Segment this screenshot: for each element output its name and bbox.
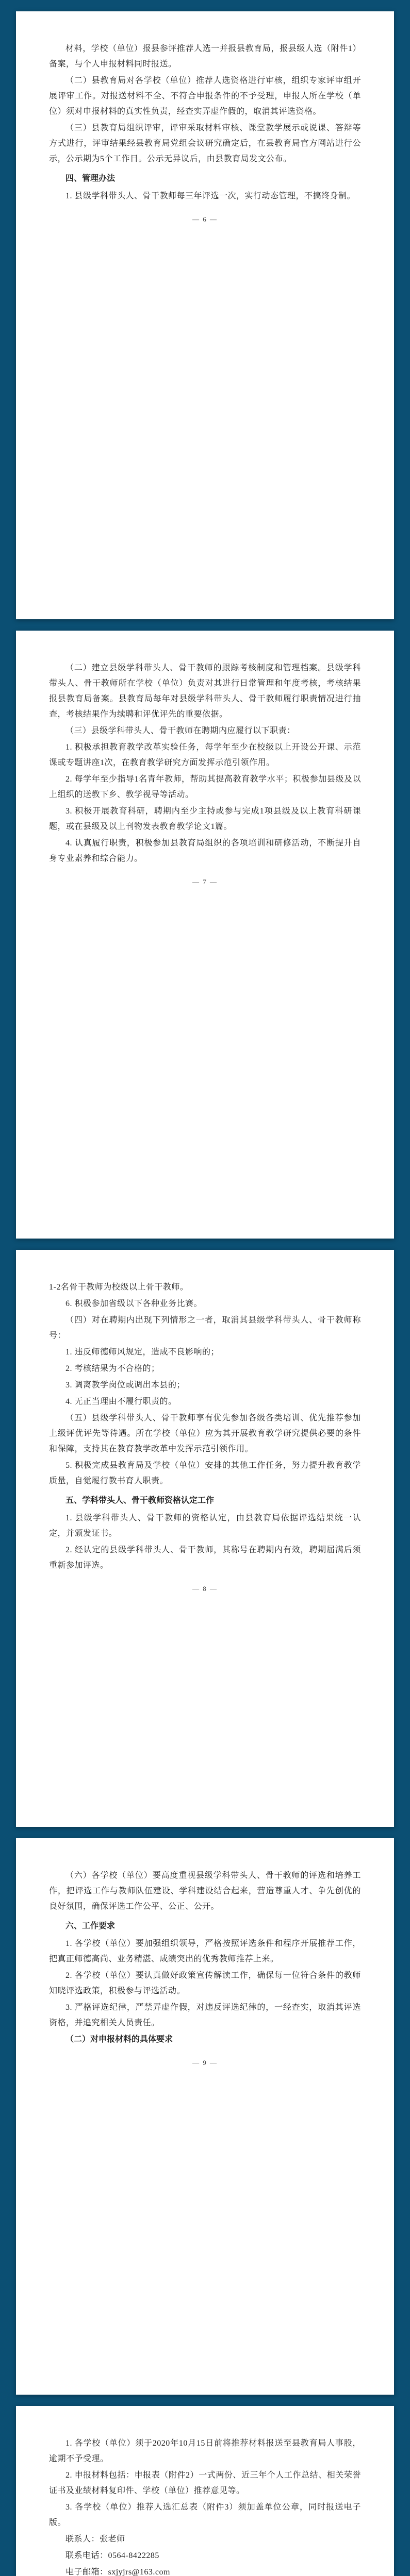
paragraph: （四）对在聘期内出现下列情形之一者，取消其县级学科带头人、骨干教师称号： — [49, 1316, 361, 1340]
paragraph: 5. 积极完成县教育局及学校（单位）安排的其他工作任务，努力提升教育教学质量，自觉履行教书育人职责。 — [49, 1461, 361, 1485]
paragraph: 4. 无正当理由不履行职责的。 — [65, 1397, 177, 1406]
paragraph: 4. 认真履行职责，积极参加县教育局组织的各项培训和研修活动，不断提升自身专业素养和综合能力。 — [49, 839, 361, 863]
paragraph: 3. 各学校（单位）推荐人选汇总表（附件3）须加盖单位公章，同时报送电子版。 — [49, 2503, 361, 2527]
paragraph: 1. 各学校（单位）要加强组织领导，严格按照评选条件和程序开展推荐工作，把真正师德高尚、业务精湛、成绩突出的优秀教师推荐上来。 — [49, 1939, 361, 1963]
paragraph: （二）县教育局对各学校（单位）推荐人选资格进行审核，组织专家评审组开展评审工作。对报送材料不全、不符合申报条件的不予受理，申报人所在学校（单位）须对申报材料的真实性负责，经查实弄虚作假的，取消其评选资格。 — [49, 76, 361, 116]
section-heading: 四、管理办法 — [65, 173, 116, 183]
paragraph: 材料，学校（单位）报县参评推荐人选一并报县教育局，报县级人选（附件1）备案，与个人申报材料同时报送。 — [49, 44, 361, 69]
paragraph: 3. 积极开展教育科研，聘期内至少主持或参与完成1项县级及以上教育科研课题，或在县级及以上刊物发表教育教学论文1篇。 — [49, 807, 361, 831]
paragraph: 2. 各学校（单位）要认真做好政策宣传解读工作，确保每一位符合条件的教师知晓评选政策，积极参与评选活动。 — [49, 1971, 361, 1995]
document-page — [16, 1838, 394, 2395]
paragraph: （二）建立县级学科带头人、骨干教师的跟踪考核制度和管理档案。县级学科带头人、骨干教师所在学校（单位）负责对其进行日常管理和年度考核，考核结果报县教育局备案。县教育局每年对县级学科带头人、骨干教师履行职责情况进行抽查，考核结果作为续聘和评优评先的重要依据。 — [49, 664, 361, 719]
document-page — [16, 11, 394, 619]
paragraph: 1. 各学校（单位）须于2020年10月15日前将推荐材料报送至县教育局人事股，逾期不予受理。 — [49, 2439, 361, 2463]
paragraph: 1-2名骨干教师为校级以上骨干教师。 — [49, 1283, 189, 1292]
document-page — [16, 631, 394, 1239]
contact-person: 联系人：张老师 — [65, 2535, 125, 2544]
paragraph: 1. 积极承担教育教学改革实验任务，每学年至少在校级以上开设公开课、示范课或专题讲座1次，在教育教学研究方面发挥示范引领作用。 — [49, 743, 361, 767]
contact-email: 电子邮箱：sxjyjrs@163.com — [65, 2568, 170, 2576]
page-number: — 6 — — [192, 215, 218, 223]
contact-phone: 联系电话：0564-8422285 — [65, 2551, 159, 2560]
paragraph: 3. 严格评选纪律，严禁弄虚作假，对违反评选纪律的，一经查实，取消其评选资格，并追究相关人员责任。 — [49, 2003, 361, 2027]
paragraph: 2. 经认定的县级学科带头人、骨干教师，其称号在聘期内有效，聘期届满后须重新参加评选。 — [49, 1546, 361, 1570]
paragraph: 1. 县级学科带头人、骨干教师的资格认定，由县教育局依据评选结果统一认定，并颁发证书。 — [49, 1514, 361, 1538]
section-heading: 五、学科带头人、骨干教师资格认定工作 — [65, 1495, 215, 1505]
section-heading: 六、工作要求 — [65, 1921, 116, 1930]
document-page — [16, 2406, 394, 2576]
document-page — [16, 1250, 394, 1827]
paragraph: （三）县教育局组织评审，评审采取材料审核、课堂教学展示或说课、答辩等方式进行，评审结果经县教育局党组会议研究确定后，在县教育局官方网站进行公示，公示期为5个工作日。公示无异议后，由县教育局发文公布。 — [49, 124, 361, 163]
paragraph: 3. 调离教学岗位或调出本县的； — [65, 1381, 186, 1389]
page-number: — 9 — — [192, 2059, 218, 2066]
page-number: — 7 — — [192, 878, 218, 886]
subsection-heading: （二）对申报材料的具体要求 — [65, 2035, 173, 2044]
paragraph: 6. 积极参加省级以下各种业务比赛。 — [65, 1299, 203, 1308]
paragraph: 1. 违反师德师风规定，造成不良影响的； — [65, 1348, 220, 1357]
paragraph: （三）县级学科带头人、骨干教师在聘期内应履行以下职责： — [65, 726, 296, 735]
paragraph: （五）县级学科带头人、骨干教师享有优先参加各级各类培训、优先推荐参加上级评优评先等待遇。所在学校（单位）应为其开展教育教学研究提供必要的条件和保障，支持其在教育教学改革中发挥示范引领作用。 — [49, 1414, 361, 1453]
paragraph: 2. 申报材料包括：申报表（附件2）一式两份、近三年个人工作总结、相关荣誉证书及业绩材料复印件、学校（单位）推荐意见等。 — [49, 2471, 361, 2495]
paragraph: 2. 考核结果为不合格的； — [65, 1364, 160, 1373]
paragraph: 1. 县级学科带头人、骨干教师每三年评选一次，实行动态管理，不搞终身制。 — [65, 192, 356, 200]
paragraph: 2. 每学年至少指导1名青年教师，帮助其提高教育教学水平；积极参加县级及以上组织的送教下乡、教学视导等活动。 — [49, 775, 361, 799]
page-number: — 8 — — [192, 1585, 218, 1592]
paragraph: （六）各学校（单位）要高度重视县级学科带头人、骨干教师的评选和培养工作，把评选工作与教师队伍建设、学科建设结合起来，营造尊重人才、争先创优的良好氛围，确保评选工作公平、公正、公开。 — [49, 1871, 361, 1911]
